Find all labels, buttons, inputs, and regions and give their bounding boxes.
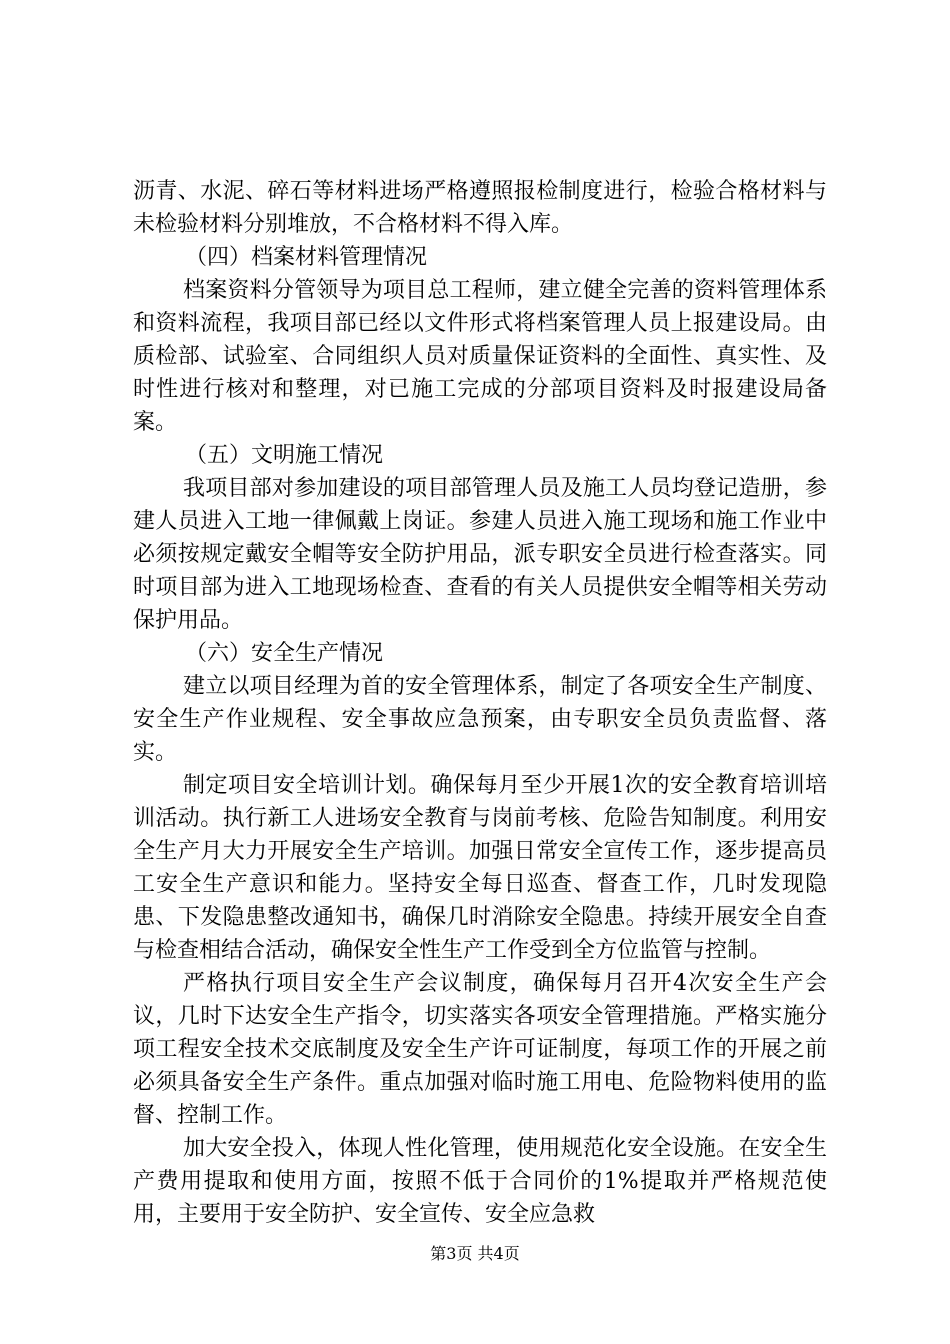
section-heading-archives: （四）档案材料管理情况 — [185, 245, 428, 270]
section-heading-safety-production: （六）安全生产情况 — [185, 641, 384, 666]
paragraph-safety-training: 制定项目安全培训计划。确保每月至少开展1次的安全教育培训培训活动。执行新工人进场安全教育与岗前考核、危险告知制度。利用安全生产月大力开展安全生产培训。加强日常安全宣传工作，逐步提高员工安全生产意识和能力。坚持安全每日巡查、督查工作，几时发现隐患、下发隐患整改通知书，确保几时消除安全隐患。持续开展安全自查与检查相结合活动，确保安全性生产工作受到全方位监管与控制。 — [133, 773, 827, 963]
paragraph-civilized-construction: 我项目部对参加建设的项目部管理人员及施工人员均登记造册，参建人员进入工地一律佩戴上岗证。参建人员进入施工现场和施工作业中必须按规定戴安全帽等安全防护用品，派专职安全员进行检查落实。同时项目部为进入工地现场检查、查看的有关人员提供安全帽等相关劳动保护用品。 — [133, 476, 827, 633]
paragraph-safety-system: 建立以项目经理为首的安全管理体系，制定了各项安全生产制度、安全生产作业规程、安全事故应急预案，由专职安全员负责监督、落实。 — [133, 674, 827, 765]
page-number-label: 第3页 共4页 — [430, 1244, 520, 1263]
section-heading-civilized-construction: （五）文明施工情况 — [185, 443, 384, 468]
document-body — [133, 175, 827, 1231]
paragraph-archives: 档案资料分管领导为项目总工程师，建立健全完善的资料管理体系和资料流程，我项目部已经以文件形式将档案管理人员上报建设局。由质检部、试验室、合同组织人员对质量保证资料的全面性、真实性、及时性进行核对和整理，对已施工完成的分部项目资料及时报建设局备案。 — [133, 278, 827, 435]
paragraph-safety-investment: 加大安全投入，体现人性化管理，使用规范化安全设施。在安全生产费用提取和使用方面，按照不低于合同价的1%提取并严格规范使用，主要用于安全防护、安全宣传、安全应急救 — [133, 1136, 827, 1227]
paragraph-safety-meetings: 严格执行项目安全生产会议制度，确保每月召开4次安全生产会议，几时下达安全生产指令，切实落实各项安全管理措施。严格实施分项工程安全技术交底制度及安全生产许可证制度，每项工作的开展之前必须具备安全生产条件。重点加强对临时施工用电、危险物料使用的监督、控制工作。 — [133, 971, 827, 1128]
page-footer — [0, 1244, 950, 1264]
paragraph-continuation: 沥青、水泥、碎石等材料进场严格遵照报检制度进行，检验合格材料与未检验材料分别堆放，不合格材料不得入库。 — [133, 179, 827, 237]
